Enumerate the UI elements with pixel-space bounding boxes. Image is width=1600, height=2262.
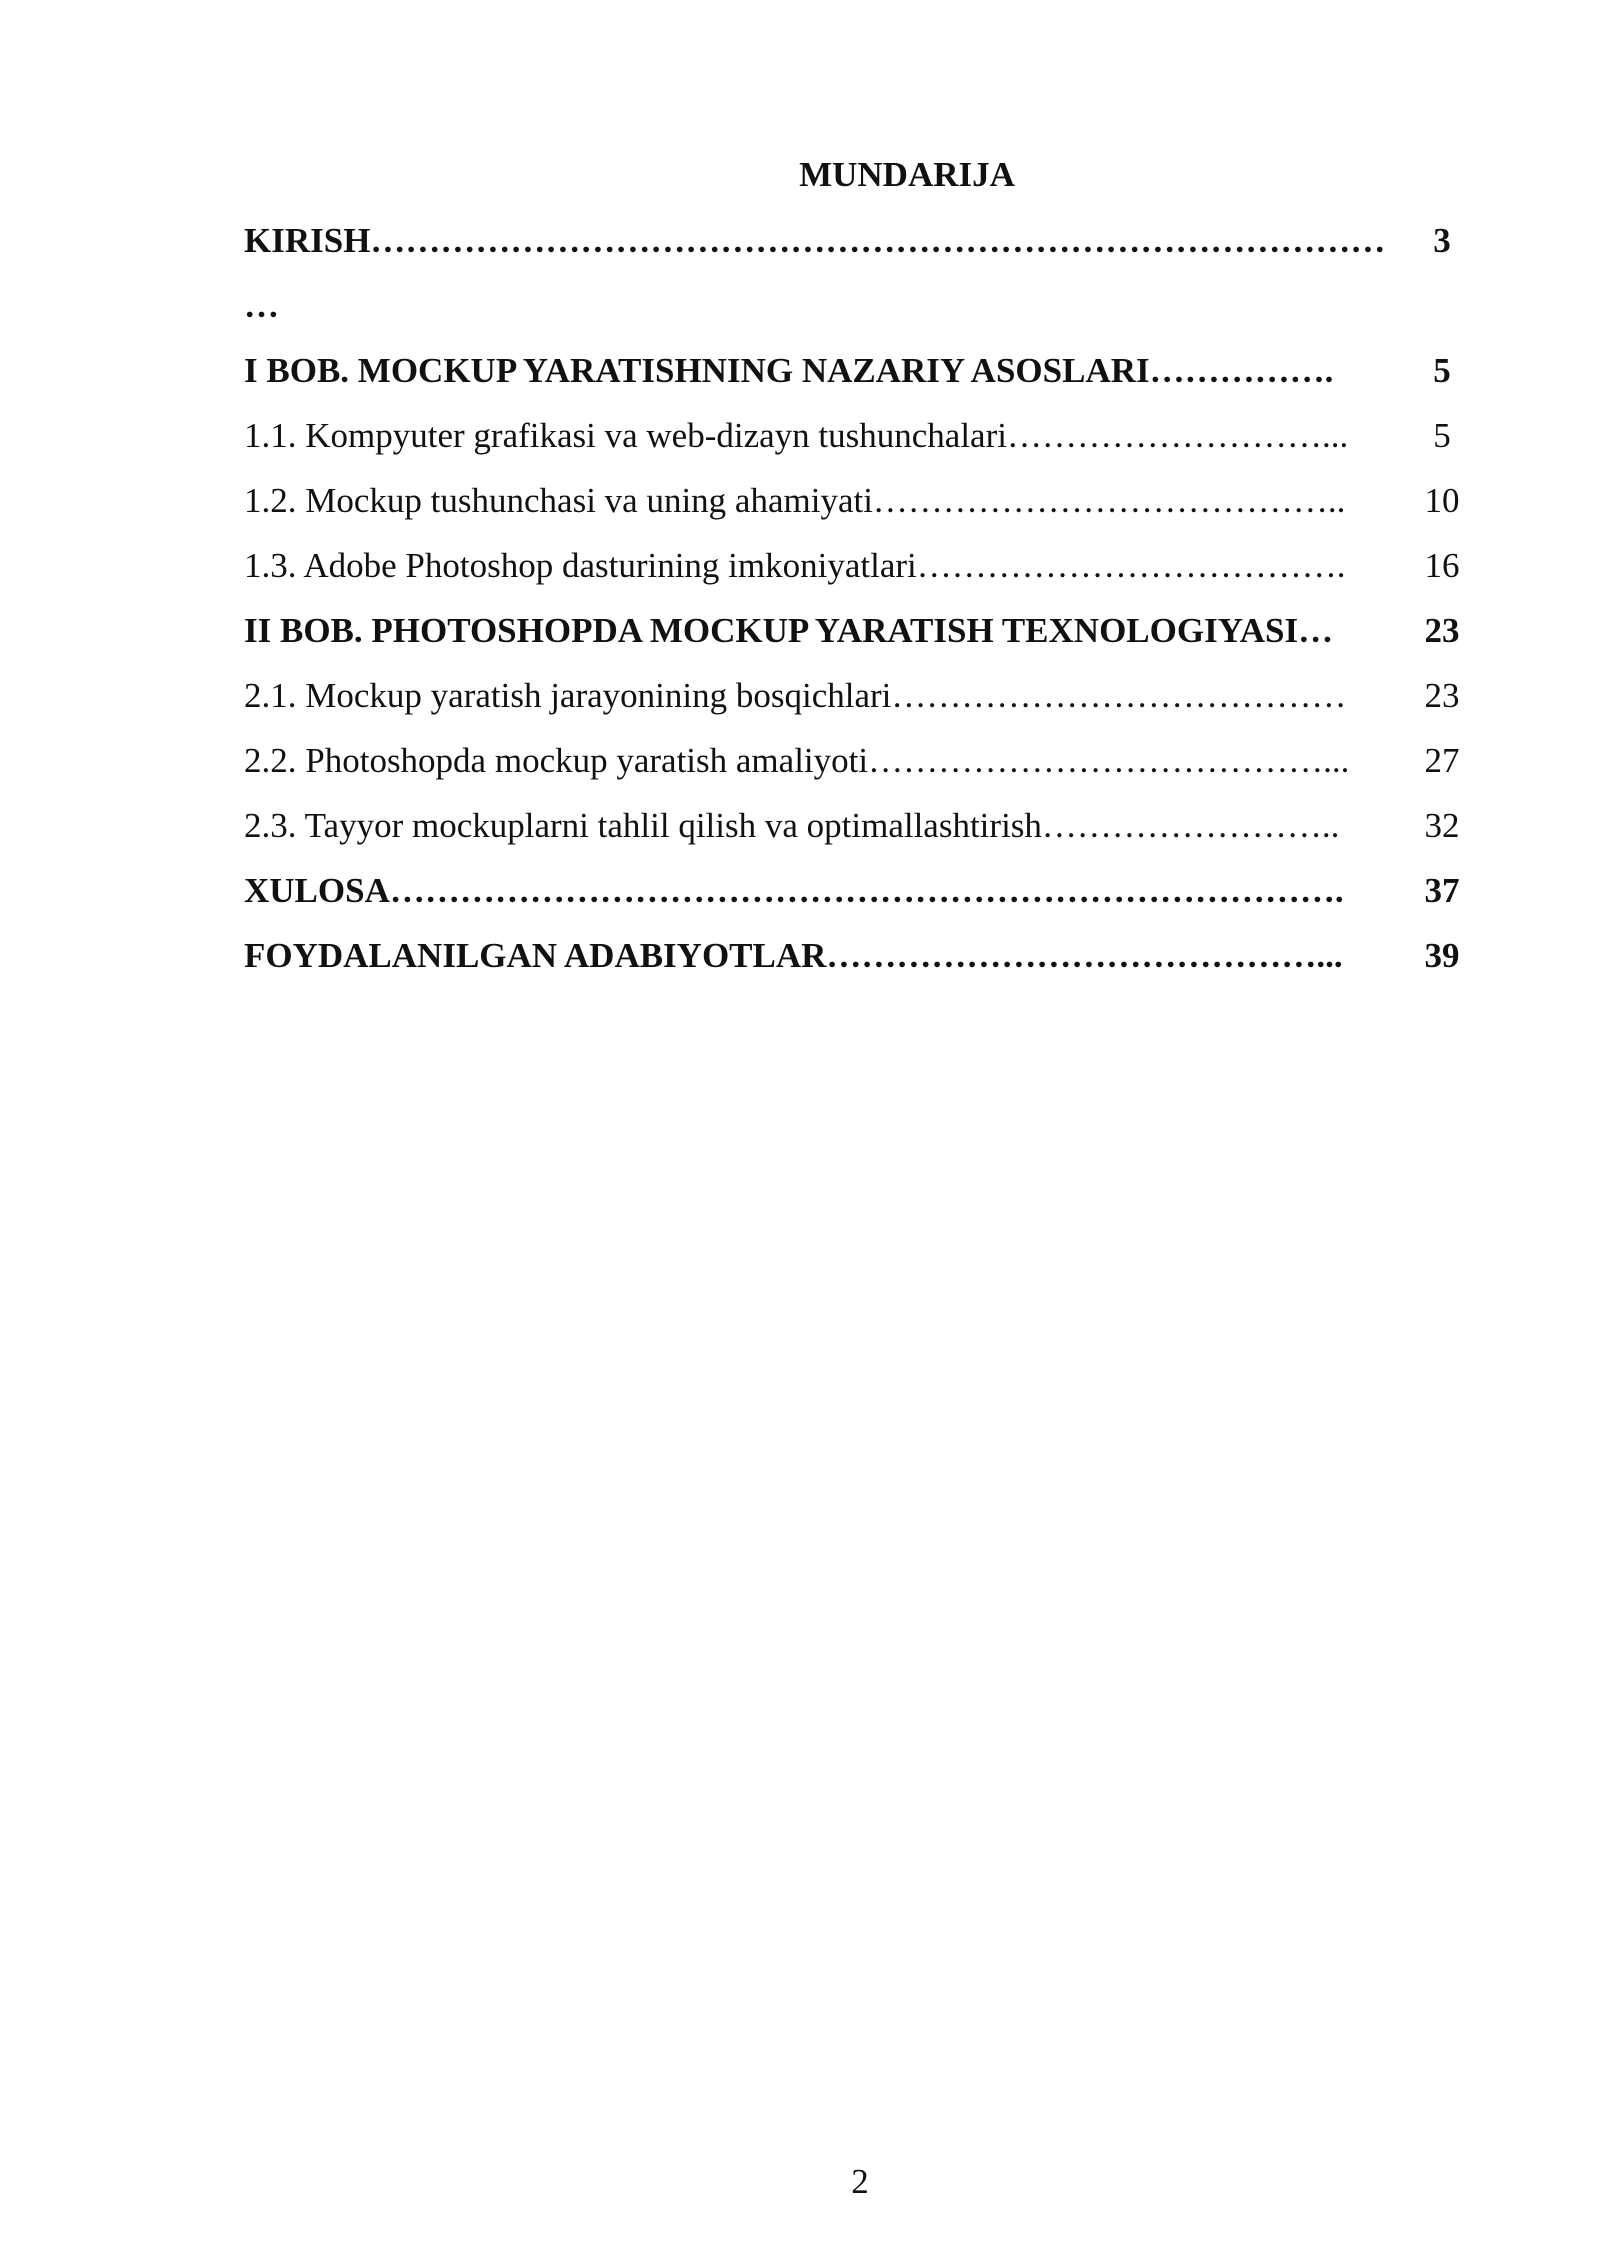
toc-entry-chapter-1 xyxy=(244,338,1460,403)
toc-entry-page: 37 xyxy=(1424,871,1460,910)
toc-entry-page: 5 xyxy=(1433,351,1451,390)
table-of-contents xyxy=(244,208,1460,988)
toc-entry-page: 27 xyxy=(1424,741,1460,780)
toc-entry-title: I BOB. MOCKUP YARATISHNING NAZARIY ASOSLARI……………. xyxy=(244,351,1334,390)
toc-entry-kirish xyxy=(244,208,1460,338)
toc-entry-chapter-2 xyxy=(244,598,1460,663)
toc-entry-references xyxy=(244,923,1460,988)
toc-entry-page: 23 xyxy=(1424,611,1460,650)
toc-entry-section-2-1 xyxy=(244,663,1460,728)
toc-entry-page: 16 xyxy=(1424,546,1460,585)
toc-entry-page: 32 xyxy=(1424,806,1460,845)
toc-entry-section-2-3 xyxy=(244,793,1460,858)
toc-entry-title: II BOB. PHOTOSHOPDA MOCKUP YARATISH TEXNOLOGIYASI… xyxy=(244,611,1334,650)
toc-entry-section-1-1 xyxy=(244,403,1460,468)
toc-entry-title: FOYDALANILGAN ADABIYOTLAR……………………………………... xyxy=(244,936,1343,975)
toc-entry-title: 1.1. Kompyuter grafikasi va web-dizayn tushunchalari………………………... xyxy=(244,416,1349,455)
toc-entry-page: 3 xyxy=(1433,221,1451,260)
page-number: 2 xyxy=(851,2162,869,2201)
toc-entry-page: 39 xyxy=(1424,936,1460,975)
toc-entry-title: 1.2. Mockup tushunchasi va uning ahamiyati………………………………….. xyxy=(244,481,1346,520)
toc-entry-title: 2.1. Mockup yaratish jarayonining bosqichlari………………………………… xyxy=(244,676,1347,715)
toc-entry-title: XULOSA………………………………………………………………………. xyxy=(244,871,1344,910)
toc-entry-section-1-2 xyxy=(244,468,1460,533)
toc-entry-page: 5 xyxy=(1433,416,1451,455)
toc-entry-section-1-3 xyxy=(244,533,1460,598)
toc-entry-page: 23 xyxy=(1424,676,1460,715)
toc-entry-page: 10 xyxy=(1424,481,1460,520)
toc-entry-title: KIRISH……………………………………………………………………………… xyxy=(244,221,1386,325)
page-title: MUNDARIJA xyxy=(799,155,1015,194)
toc-entry-xulosa xyxy=(244,858,1460,923)
toc-entry-section-2-2 xyxy=(244,728,1460,793)
toc-entry-title: 2.2. Photoshopda mockup yaratish amaliyoti…………………………………... xyxy=(244,741,1350,780)
toc-entry-title: 1.3. Adobe Photoshop dasturining imkoniyatlari………………………………. xyxy=(244,546,1346,585)
toc-entry-title: 2.3. Tayyor mockuplarni tahlil qilish va optimallashtirish…………………….. xyxy=(244,806,1340,845)
